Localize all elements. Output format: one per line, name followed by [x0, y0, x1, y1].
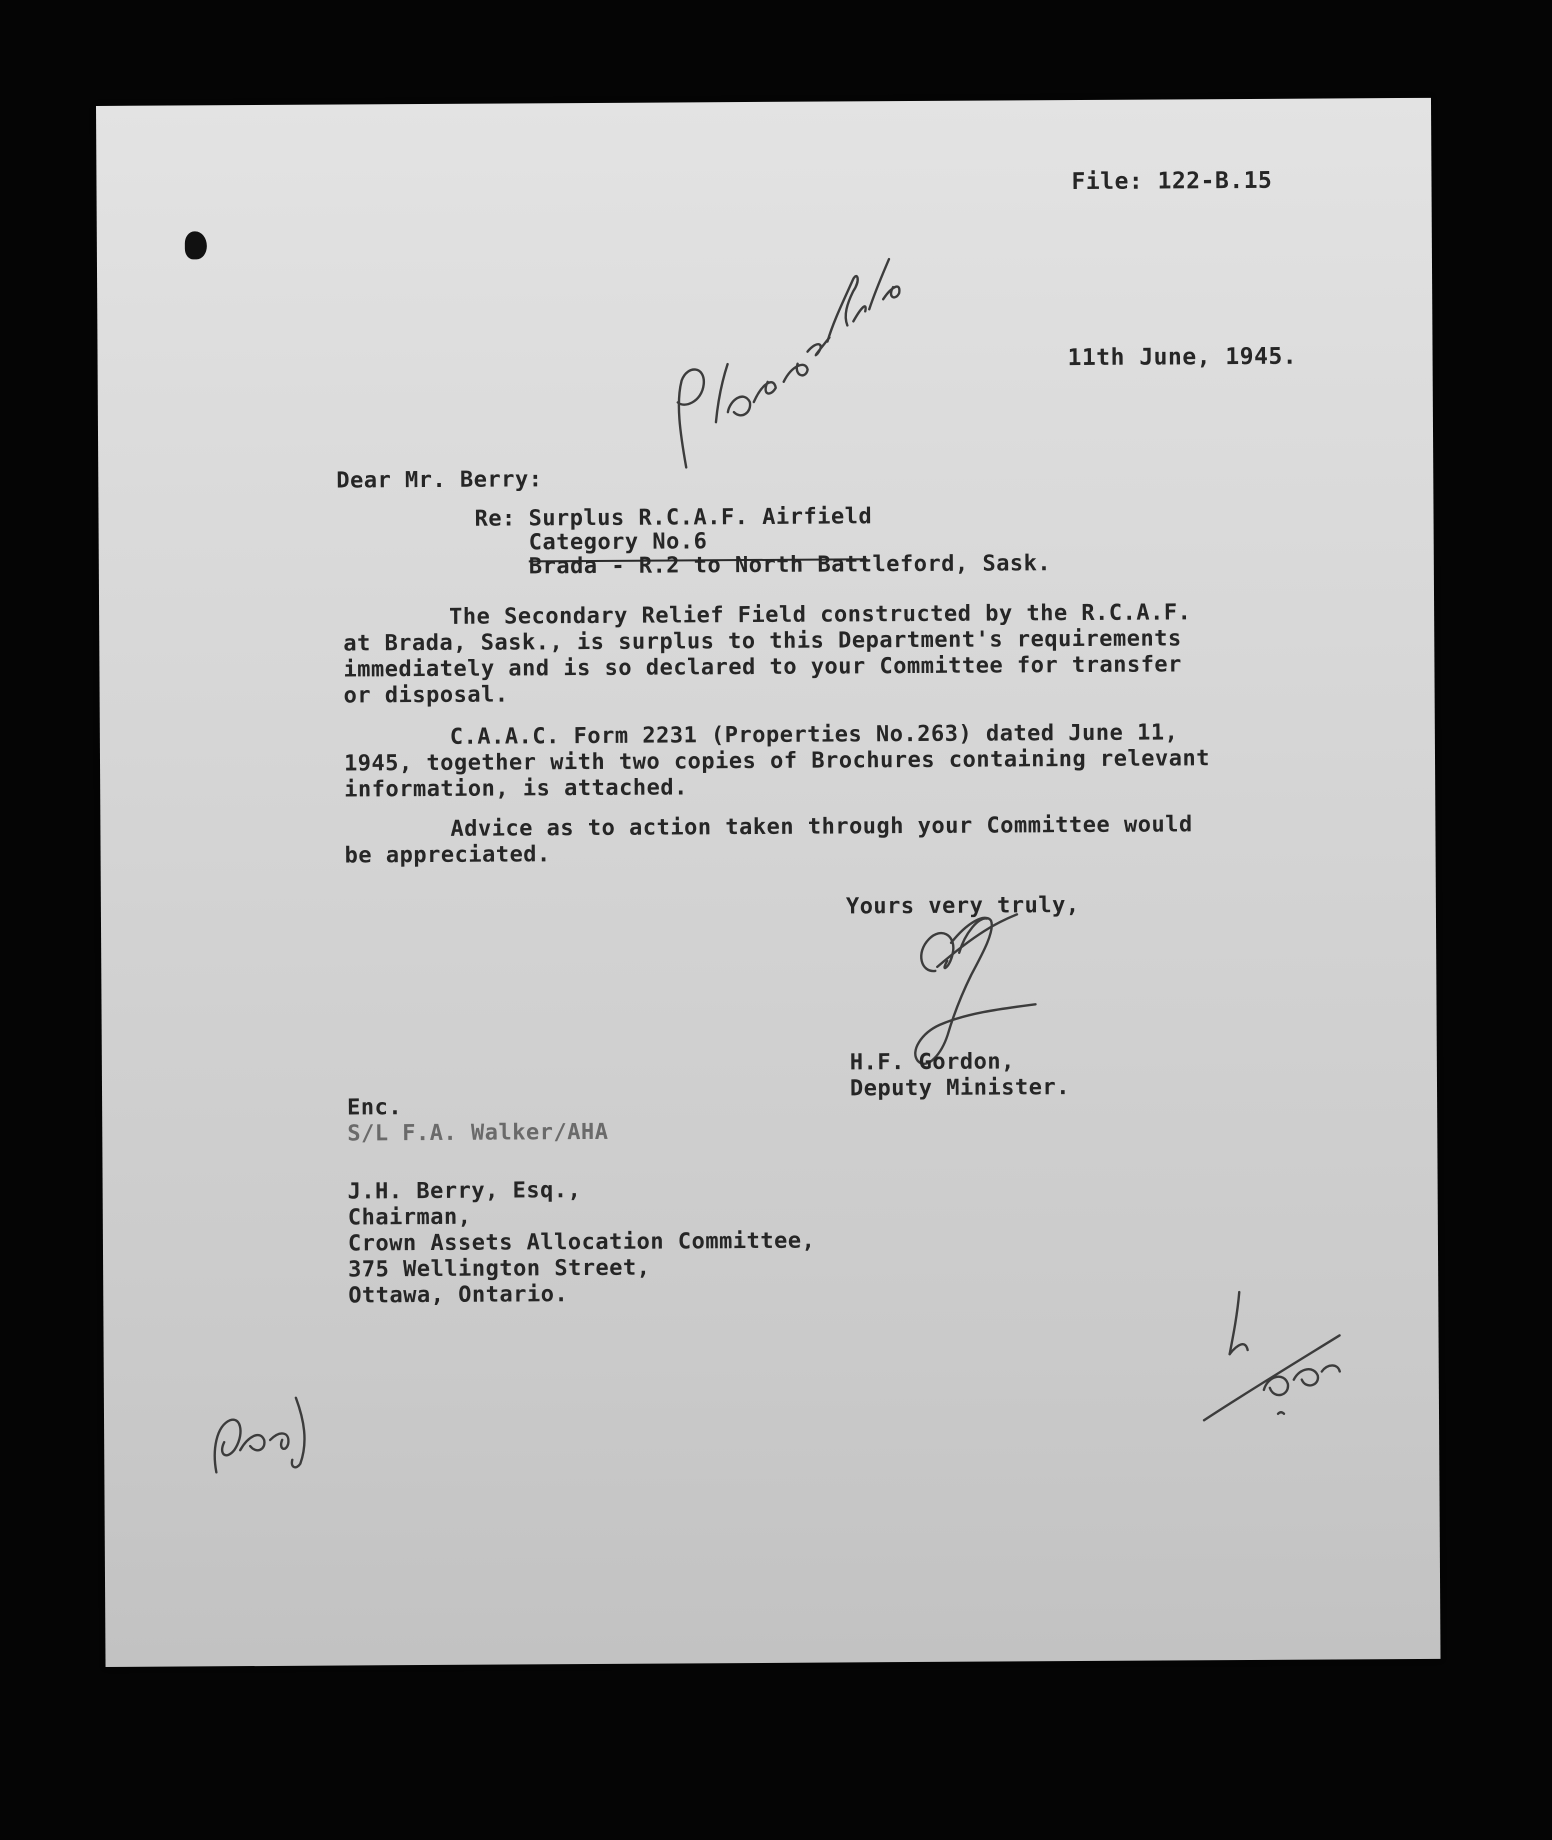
subject-line-2: Category No.6 — [528, 529, 708, 556]
recipient-line-2: Chairman, — [347, 1204, 472, 1231]
handwritten-annotation-place-on-file — [657, 251, 918, 483]
paragraph-2-line-3: information, is attached. — [344, 775, 688, 803]
recipient-line-5: Ottawa, Ontario. — [348, 1282, 569, 1309]
recipient-line-4: 375 Wellington Street, — [348, 1255, 651, 1283]
recipient-line-1: J.H. Berry, Esq., — [347, 1178, 582, 1205]
paragraph-1-line-3: immediately and is so declared to your Committee for transfer — [343, 652, 1182, 683]
paragraph-1-line-4: or disposal. — [343, 682, 509, 709]
subject-line-3: Brada - R.2 to North Battleford, Sask. — [528, 551, 1052, 580]
ink-blot — [185, 231, 207, 259]
subject-line-1: Surplus R.C.A.F. Airfield — [528, 504, 873, 532]
paragraph-1-line-1: The Secondary Relief Field constructed by the R.C.A.F. — [449, 600, 1192, 630]
paragraph-2-line-2: 1945, together with two copies of Brochures containing relevant — [343, 746, 1211, 777]
paragraph-3-line-1: Advice as to action taken through your Committee would — [450, 812, 1193, 842]
signatory-title: Deputy Minister. — [849, 1075, 1071, 1102]
signatory-name: H.F. Gordon, — [849, 1049, 1015, 1076]
reference-initials: S/L F.A. Walker/AHA — [347, 1119, 609, 1147]
letter-date: 11th June, 1945. — [1067, 343, 1298, 372]
letter-page — [96, 98, 1441, 1667]
enclosure-note: Enc. — [347, 1095, 403, 1121]
handwritten-initials-left — [204, 1380, 325, 1481]
salutation: Dear Mr. Berry: — [336, 467, 543, 494]
paragraph-3-line-2: be appreciated. — [344, 842, 551, 869]
recipient-line-3: Crown Assets Allocation Committee, — [347, 1228, 816, 1257]
closing: Yours very truly, — [845, 893, 1080, 920]
handwritten-initials-right — [1193, 1283, 1354, 1424]
subject-label: Re: — [474, 506, 516, 532]
paragraph-2-line-1: C.A.A.C. Form 2231 (Properties No.263) dated June 11, — [449, 720, 1179, 750]
file-reference: File: 122-B.15 — [1071, 167, 1273, 196]
paragraph-1-line-2: at Brada, Sask., is surplus to this Department's requirements — [343, 626, 1182, 657]
